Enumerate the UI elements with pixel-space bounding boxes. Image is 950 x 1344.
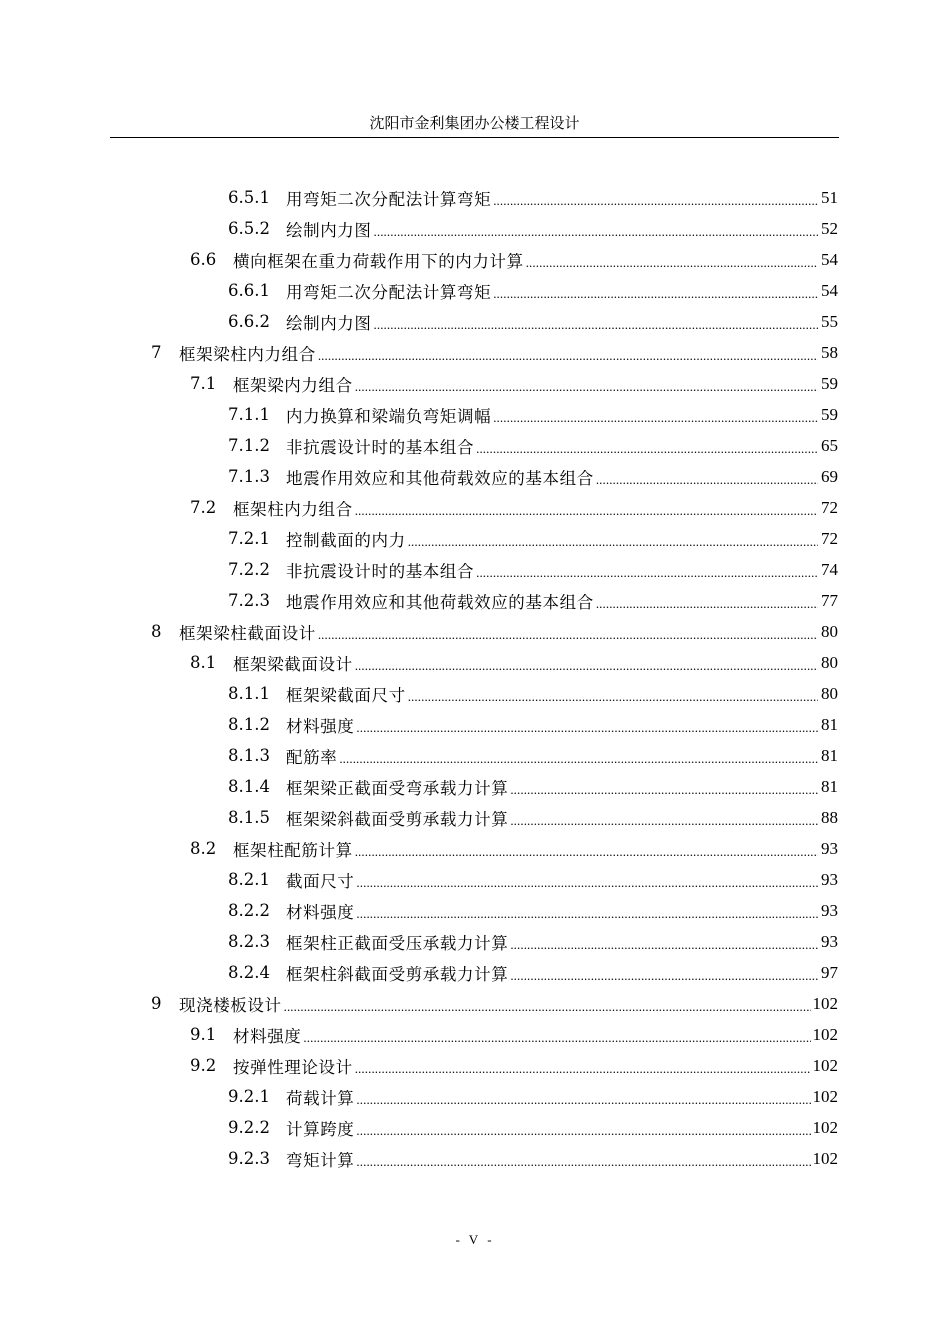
- toc-entry[interactable]: [151, 337, 838, 368]
- toc-leader-dots: [493, 193, 818, 209]
- toc-entry-number: 8.1: [190, 653, 217, 672]
- toc-entry-number: 6.6: [190, 250, 217, 269]
- toc-entry-number: 8.1.1: [228, 684, 270, 703]
- toc-entry-page: 102: [812, 1117, 838, 1137]
- toc-entry[interactable]: [190, 244, 838, 275]
- toc-entry-page: 59: [821, 373, 838, 393]
- toc-entry[interactable]: [228, 182, 838, 213]
- toc-entry[interactable]: [151, 988, 838, 1019]
- toc-entry-number: 8: [151, 622, 162, 641]
- toc-entry-page: 81: [821, 776, 838, 796]
- toc-entry-title: 内力换算和梁端负弯矩调幅: [286, 406, 492, 426]
- toc-entry-title: 非抗震设计时的基本组合: [286, 437, 475, 457]
- toc-leader-dots: [355, 658, 818, 674]
- toc-entry-page: 102: [812, 1055, 838, 1075]
- toc-leader-dots: [596, 596, 818, 612]
- toc-leader-dots: [355, 1061, 811, 1077]
- toc-leader-dots: [408, 534, 818, 550]
- toc-entry-number: 6.6.1: [228, 281, 270, 300]
- toc-entry-title: 框架柱正截面受压承载力计算: [286, 933, 509, 953]
- toc-leader-dots: [355, 844, 818, 860]
- toc-leader-dots: [355, 503, 818, 519]
- toc-entry[interactable]: [151, 616, 838, 647]
- toc-entry-title: 弯矩计算: [286, 1150, 355, 1170]
- toc-entry[interactable]: [190, 368, 838, 399]
- toc-leader-dots: [339, 751, 818, 767]
- toc-entry-number: 8.1.3: [228, 746, 270, 765]
- toc-leader-dots: [493, 286, 818, 302]
- toc-entry[interactable]: [228, 461, 838, 492]
- toc-leader-dots: [318, 627, 818, 643]
- toc-entry-page: 72: [821, 528, 838, 548]
- toc-entry-number: 8.2.3: [228, 932, 270, 951]
- toc-leader-dots: [526, 255, 818, 271]
- toc-entry[interactable]: [190, 833, 838, 864]
- toc-entry-number: 7.1.2: [228, 436, 270, 455]
- toc-entry-title: 横向框架在重力荷载作用下的内力计算: [233, 251, 524, 271]
- toc-entry[interactable]: [190, 647, 838, 678]
- page-number: - V -: [455, 1232, 495, 1247]
- toc-entry[interactable]: [228, 926, 838, 957]
- toc-entry-title: 框架梁斜截面受剪承载力计算: [286, 809, 509, 829]
- toc-leader-dots: [510, 813, 818, 829]
- toc-leader-dots: [356, 875, 818, 891]
- toc-leader-dots: [493, 410, 818, 426]
- toc-entry-number: 6.5.2: [228, 219, 270, 238]
- toc-entry-page: 102: [812, 1024, 838, 1044]
- toc-entry-page: 69: [821, 466, 838, 486]
- toc-leader-dots: [476, 441, 818, 457]
- toc-entry-title: 控制截面的内力: [286, 530, 406, 550]
- toc-entry[interactable]: [190, 1050, 838, 1081]
- toc-entry-page: 93: [821, 838, 838, 858]
- toc-entry-number: 8.1.2: [228, 715, 270, 734]
- toc-entry-page: 52: [821, 218, 838, 238]
- toc-entry-number: 7.2.2: [228, 560, 270, 579]
- toc-entry-page: 77: [821, 590, 838, 610]
- toc-leader-dots: [355, 379, 818, 395]
- toc-leader-dots: [510, 968, 818, 984]
- toc-entry[interactable]: [228, 554, 838, 585]
- toc-entry-title: 框架梁截面尺寸: [286, 685, 406, 705]
- toc-entry-number: 9.2.2: [228, 1118, 270, 1137]
- toc-entry-title: 地震作用效应和其他荷载效应的基本组合: [286, 592, 594, 612]
- toc-entry[interactable]: [228, 523, 838, 554]
- toc-entry-page: 59: [821, 404, 838, 424]
- toc-entry[interactable]: [228, 585, 838, 616]
- toc-entry[interactable]: [228, 306, 838, 337]
- toc-entry-title: 框架柱内力组合: [233, 499, 353, 519]
- toc-entry-page: 81: [821, 745, 838, 765]
- toc-entry[interactable]: [228, 802, 838, 833]
- toc-entry-number: 8.1.5: [228, 808, 270, 827]
- toc-entry-page: 74: [821, 559, 838, 579]
- toc-entry-title: 材料强度: [233, 1026, 302, 1046]
- toc-leader-dots: [356, 1123, 810, 1139]
- toc-entry-title: 现浇楼板设计: [179, 995, 282, 1015]
- toc-entry-number: 7.1.3: [228, 467, 270, 486]
- toc-entry-number: 7.2: [190, 498, 217, 517]
- toc-entry-page: 93: [821, 900, 838, 920]
- toc-entry-number: 8.2.2: [228, 901, 270, 920]
- toc-entry-number: 6.6.2: [228, 312, 270, 331]
- toc-entry-page: 80: [821, 652, 838, 672]
- toc-entry-page: 102: [812, 1148, 838, 1168]
- toc-entry[interactable]: [228, 864, 838, 895]
- toc-entry-number: 7.2.1: [228, 529, 270, 548]
- toc-entry-page: 102: [812, 993, 838, 1013]
- toc-entry-number: 9: [151, 994, 162, 1013]
- toc-entry-number: 7.1.1: [228, 405, 270, 424]
- toc-entry[interactable]: [228, 275, 838, 306]
- toc-entry-number: 8.1.4: [228, 777, 270, 796]
- toc-entry-title: 绘制内力图: [286, 313, 372, 333]
- toc-entry-title: 框架梁正截面受弯承载力计算: [286, 778, 509, 798]
- toc-entry-page: 97: [821, 962, 838, 982]
- toc-entry-page: 93: [821, 869, 838, 889]
- toc-entry-title: 配筋率: [286, 747, 338, 767]
- toc-entry[interactable]: [228, 895, 838, 926]
- toc-entry-number: 9.2.3: [228, 1149, 270, 1168]
- toc-entry-number: 8.2: [190, 839, 217, 858]
- toc-entry[interactable]: [228, 1143, 838, 1174]
- toc-entry-title: 按弹性理论设计: [233, 1057, 353, 1077]
- toc-leader-dots: [303, 1030, 810, 1046]
- toc-entry-number: 8.2.1: [228, 870, 270, 889]
- toc-entry-page: 80: [821, 621, 838, 641]
- toc-entry-number: 6.5.1: [228, 188, 270, 207]
- toc-entry-title: 用弯矩二次分配法计算弯矩: [286, 282, 492, 302]
- toc-leader-dots: [356, 1092, 810, 1108]
- toc-entry[interactable]: [190, 492, 838, 523]
- toc-leader-dots: [356, 720, 818, 736]
- header-rule: [110, 137, 839, 138]
- toc-entry-title: 框架柱斜截面受剪承载力计算: [286, 964, 509, 984]
- toc-leader-dots: [374, 224, 819, 240]
- toc-leader-dots: [318, 348, 818, 364]
- toc-entry-title: 框架梁柱内力组合: [179, 344, 316, 364]
- toc-entry-page: 65: [821, 435, 838, 455]
- toc-entry[interactable]: [228, 678, 838, 709]
- toc-entry-page: 54: [821, 249, 838, 269]
- toc-entry-number: 7.2.3: [228, 591, 270, 610]
- toc-entry-number: 7: [151, 343, 162, 362]
- toc-entry-number: 7.1: [190, 374, 217, 393]
- toc-entry-page: 88: [821, 807, 838, 827]
- toc-entry-page: 58: [821, 342, 838, 362]
- toc-leader-dots: [510, 782, 818, 798]
- toc-entry-title: 框架梁截面设计: [233, 654, 353, 674]
- toc-entry-page: 54: [821, 280, 838, 300]
- toc-leader-dots: [374, 317, 819, 333]
- toc-entry[interactable]: [228, 399, 838, 430]
- toc-entry[interactable]: [228, 1112, 838, 1143]
- toc-entry-title: 荷载计算: [286, 1088, 355, 1108]
- toc-entry[interactable]: [228, 740, 838, 771]
- toc-entry[interactable]: [228, 957, 838, 988]
- toc-entry[interactable]: [190, 1019, 838, 1050]
- toc-entry-title: 计算跨度: [286, 1119, 355, 1139]
- toc-entry-title: 材料强度: [286, 716, 355, 736]
- toc-entry-title: 绘制内力图: [286, 220, 372, 240]
- toc-entry-title: 框架梁内力组合: [233, 375, 353, 395]
- toc-entry-title: 材料强度: [286, 902, 355, 922]
- running-header: 沈阳市金利集团办公楼工程设计: [369, 114, 580, 132]
- toc-entry[interactable]: [228, 430, 838, 461]
- toc-leader-dots: [510, 937, 818, 953]
- toc-entry-page: 81: [821, 714, 838, 734]
- toc-leader-dots: [408, 689, 818, 705]
- toc-leader-dots: [356, 1154, 810, 1170]
- toc-entry-number: 8.2.4: [228, 963, 270, 982]
- toc-entry-number: 9.2: [190, 1056, 217, 1075]
- toc-entry-page: 72: [821, 497, 838, 517]
- toc-entry-page: 51: [821, 187, 838, 207]
- toc-entry-page: 55: [821, 311, 838, 331]
- toc-entry-number: 9.1: [190, 1025, 217, 1044]
- toc-entry[interactable]: [228, 1081, 838, 1112]
- toc-entry-title: 用弯矩二次分配法计算弯矩: [286, 189, 492, 209]
- toc-entry-page: 93: [821, 931, 838, 951]
- toc-entry-number: 9.2.1: [228, 1087, 270, 1106]
- toc-leader-dots: [476, 565, 818, 581]
- toc-entry-title: 非抗震设计时的基本组合: [286, 561, 475, 581]
- toc-leader-dots: [596, 472, 818, 488]
- toc-entry[interactable]: [228, 771, 838, 802]
- toc-entry-title: 框架柱配筋计算: [233, 840, 353, 860]
- toc-entry[interactable]: [228, 213, 838, 244]
- toc-entry-page: 80: [821, 683, 838, 703]
- toc-leader-dots: [284, 999, 811, 1015]
- toc-entry[interactable]: [228, 709, 838, 740]
- toc-entry-title: 地震作用效应和其他荷载效应的基本组合: [286, 468, 594, 488]
- toc-entry-title: 截面尺寸: [286, 871, 355, 891]
- toc-entry-page: 102: [812, 1086, 838, 1106]
- toc-entry-title: 框架梁柱截面设计: [179, 623, 316, 643]
- toc-leader-dots: [356, 906, 818, 922]
